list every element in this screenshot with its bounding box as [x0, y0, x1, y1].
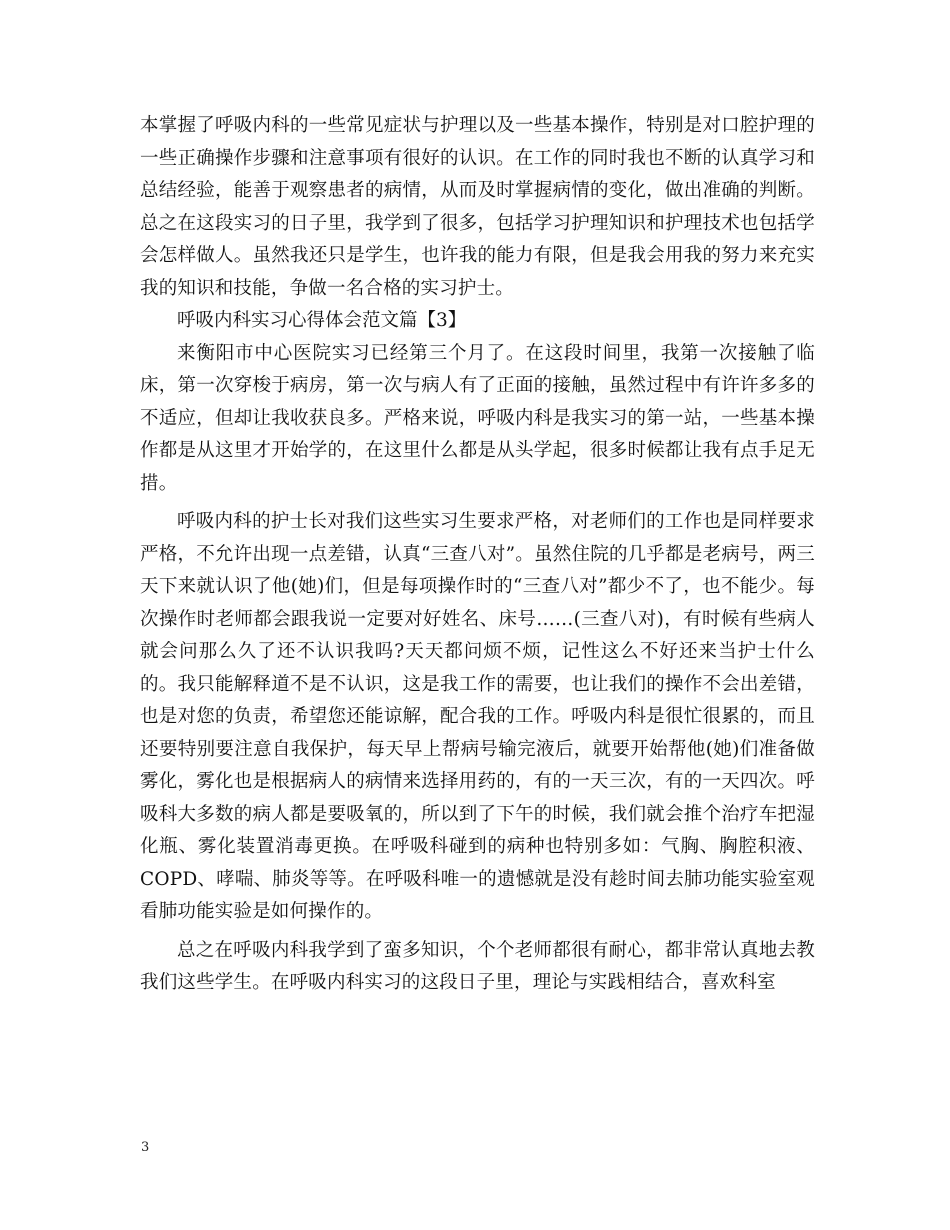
paragraph-head-nurse: 呼吸内科的护士长对我们这些实习生要求严格，对老师们的工作也是同样要求严格，不允许出现一点差错，认真“三查八对”。虽然住院的几乎都是老病号，两三天下来就认识了他(她)们，但是每项操作时的“三查八对”都少不了，也不能少。每次操作时老师都会跟我说一定要对好姓名、床号……(三查八对)，有时候有些病人就会问那么久了还不认识我吗?天天都问烦不烦，记性这么不好还来当护士什么的。我只能解释道不是不认识，这是我工作的需要，也让我们的操作不会出差错，也是对您的负责，希望您还能谅解，配合我的工作。呼吸内科是很忙很累的，而且还要特别要注意自我保护，每天早上帮病号输完液后，就要开始帮他(她)们准备做雾化，雾化也是根据病人的病情来选择用药的，有的一天三次，有的一天四次。呼吸科大多数的病人都是要吸氧的，所以到了下午的时候，我们就会推个治疗车把湿化瓶、雾化装置消毒更换。在呼吸科碰到的病种也特别多如：气胸、胸腔积液、COPD、哮喘、肺炎等等。在呼吸科唯一的遗憾就是没有趁时间去肺功能实验室观看肺功能实验是如何操作的。	[140, 511, 815, 922]
document-body	[140, 110, 815, 1000]
paragraph-arrival: 来衡阳市中心医院实习已经第三个月了。在这段时间里，我第一次接触了临床，第一次穿梭于病房，第一次与病人有了正面的接触，虽然过程中有许许多多的不适应，但却让我收获良多。严格来说，呼吸内科是我实习的第一站，一些基本操作都是从这里才开始学的，在这里什么都是从头学起，很多时候都让我有点手足无措。	[140, 342, 815, 494]
paragraph-summary: 总之在呼吸内科我学到了蛮多知识，个个老师都很有耐心，都非常认真地去教我们这些学生。在呼吸内科实习的这段日子里，理论与实践相结合，喜欢科室	[140, 939, 815, 993]
paragraph-continuation: 本掌握了呼吸内科的一些常见症状与护理以及一些基本操作，特别是对口腔护理的一些正确操作步骤和注意事项有很好的认识。在工作的同时我也不断的认真学习和总结经验，能善于观察患者的病情，从而及时掌握病情的变化，做出准确的判断。总之在这段实习的日子里，我学到了很多，包括学习护理知识和护理技术也包括学会怎样做人。虽然我还只是学生，也许我的能力有限，但是我会用我的努力来充实我的知识和技能，争做一名合格的实习护士。	[140, 115, 815, 299]
page-number: 3	[141, 1140, 150, 1155]
section-heading: 呼吸内科实习心得体会范文篇【3】	[177, 310, 467, 331]
